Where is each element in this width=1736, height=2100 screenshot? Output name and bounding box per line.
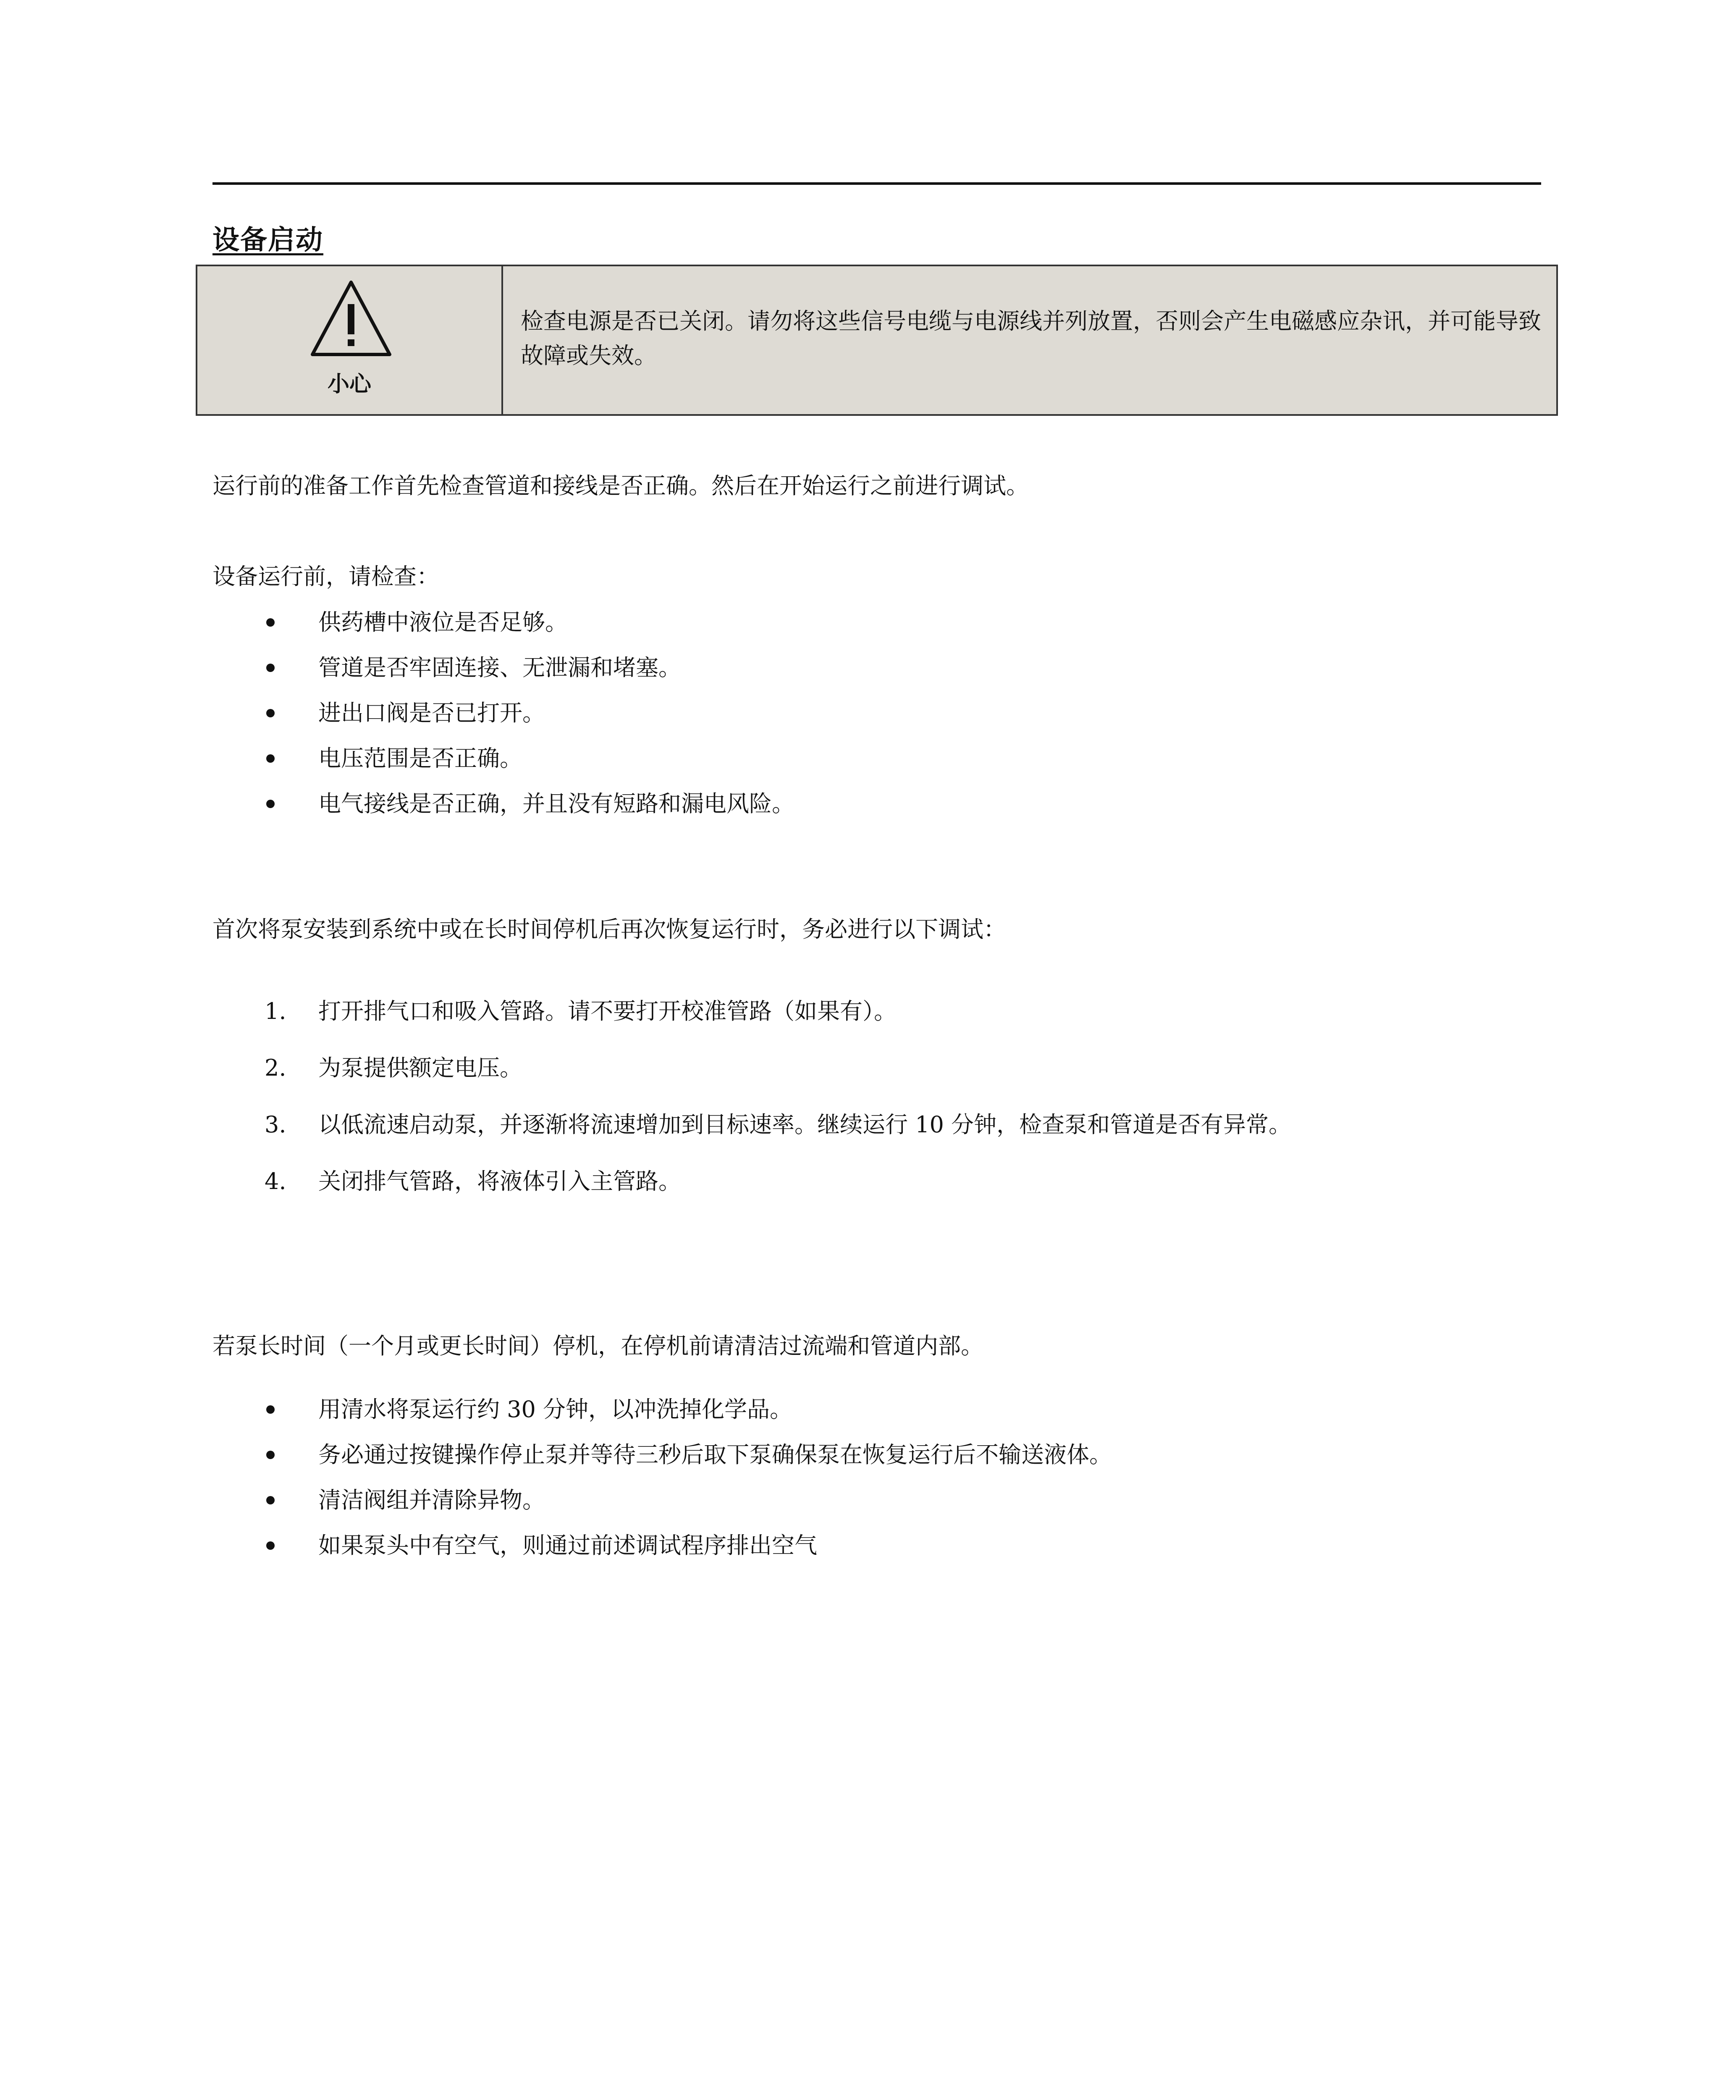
- caution-icon-cell: [197, 266, 503, 414]
- bullet-icon: [266, 1496, 275, 1504]
- list-item: 4. 关闭排气管路，将液体引入主管路。: [265, 1168, 681, 1194]
- caution-text: 检查电源是否已关闭。请勿将这些信号电缆与电源线并列放置，否则会产生电磁感应杂讯，并可能导致故障或失效。: [521, 308, 1541, 369]
- list-item: 如果泵头中有空气，则通过前述调试程序排出空气: [260, 1523, 1112, 1568]
- list-item: 用清水将泵运行约 30 分钟，以冲洗掉化学品。: [260, 1387, 1112, 1432]
- warning-triangle-icon: [309, 279, 393, 359]
- bullet-icon: [266, 664, 275, 672]
- intro-paragraph: 运行前的准备工作首先检查管道和接线是否正确。然后在开始运行之前进行调试。: [212, 472, 1029, 499]
- bullet-icon: [266, 1451, 275, 1459]
- shutdown-list: [260, 1387, 1112, 1568]
- list-item: 管道是否牢固连接、无泄漏和堵塞。: [260, 645, 795, 690]
- list-item: 供药槽中液位是否足够。: [260, 600, 795, 645]
- commissioning-steps: [260, 983, 1291, 1210]
- bullet-icon: [266, 800, 275, 808]
- header-rule: [212, 182, 1541, 185]
- bullet-icon: [266, 709, 275, 717]
- list-item: 3. 以低流速启动泵，并逐渐将流速增加到目标速率。继续运行 10 分钟，检查泵和管道是否有异常。: [265, 1111, 1292, 1138]
- bullet-icon: [266, 754, 275, 763]
- list-item: 电气接线是否正确，并且没有短路和漏电风险。: [260, 781, 795, 827]
- section-title: 设备启动: [212, 225, 323, 256]
- bullet-icon: [266, 1405, 275, 1414]
- list-item: 清洁阀组并清除异物。: [260, 1478, 1112, 1523]
- shutdown-heading: 若泵长时间（一个月或更长时间）停机，在停机前请清洁过流端和管道内部。: [212, 1333, 983, 1359]
- list-item: 2. 为泵提供额定电压。: [265, 1055, 522, 1081]
- commissioning-heading: 首次将泵安装到系统中或在长时间停机后再次恢复运行时，务必进行以下调试：: [212, 916, 1006, 942]
- caution-label: 小心: [327, 372, 371, 397]
- bullet-icon: [266, 618, 275, 627]
- bullet-icon: [266, 1541, 275, 1550]
- precheck-heading: 设备运行前，请检查：: [212, 563, 439, 590]
- precheck-list: [260, 600, 795, 827]
- caution-box: [196, 265, 1558, 416]
- list-item: 进出口阀是否已打开。: [260, 690, 795, 736]
- list-item: 务必通过按键操作停止泵并等待三秒后取下泵确保泵在恢复运行后不输送液体。: [260, 1432, 1112, 1478]
- list-item: 1. 打开排气口和吸入管路。请不要打开校准管路（如果有）。: [265, 998, 897, 1024]
- list-item: 电压范围是否正确。: [260, 736, 795, 781]
